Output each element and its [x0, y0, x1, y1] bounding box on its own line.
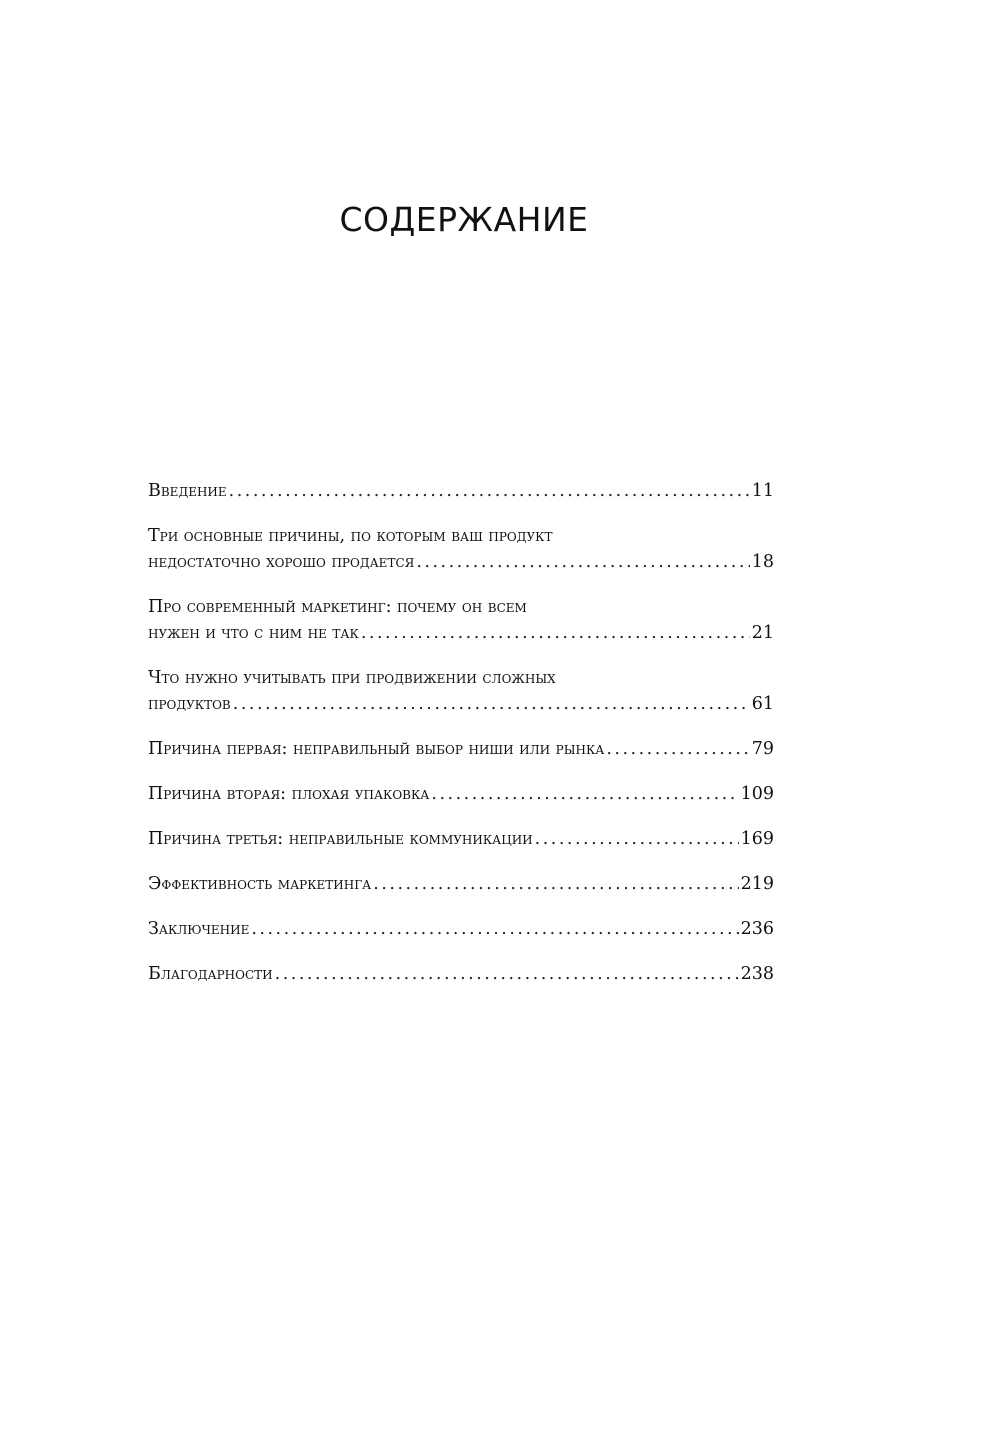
- toc-entry-three-reasons[interactable]: [148, 523, 774, 575]
- toc-entry-title: Заключение: [148, 919, 250, 939]
- toc-page-number: 236: [740, 919, 774, 939]
- toc-row: [148, 961, 774, 987]
- toc-entry-title: Причина первая: неправильный выбор ниши или рынка: [148, 739, 605, 759]
- toc-entry-modern-marketing[interactable]: [148, 594, 774, 646]
- toc-entry-reason-one[interactable]: [148, 736, 774, 762]
- toc-page-number: 109: [740, 784, 774, 804]
- toc-entry-introduction[interactable]: [148, 478, 774, 504]
- toc-row: [148, 620, 774, 646]
- toc-entry-reason-two[interactable]: [148, 781, 774, 807]
- toc-entry-title-line: недостаточно хорошо продается: [148, 552, 415, 572]
- toc-entry-title: Введение: [148, 481, 227, 501]
- toc-entry-complex-products[interactable]: [148, 665, 774, 717]
- toc-row: [148, 871, 774, 897]
- toc-entry-conclusion[interactable]: [148, 916, 774, 942]
- leader-dots: [361, 620, 750, 646]
- leader-dots: [373, 871, 738, 897]
- toc-page-number: 169: [740, 829, 774, 849]
- toc-row: [148, 549, 774, 575]
- toc-entry-acknowledgements[interactable]: [148, 961, 774, 987]
- leader-dots: [233, 691, 750, 717]
- toc-page-number: 79: [751, 739, 774, 759]
- toc-entry-title-line: продуктов: [148, 694, 231, 714]
- toc-entry-title: Благодарности: [148, 964, 273, 984]
- toc-page-number: 21: [751, 623, 774, 643]
- leader-dots: [416, 549, 749, 575]
- leader-dots: [229, 478, 750, 504]
- toc-row: [148, 691, 774, 717]
- leader-dots: [606, 736, 749, 762]
- toc-entry-title-line: Про современный маркетинг: почему он всем: [148, 597, 527, 617]
- leader-dots: [431, 781, 738, 807]
- toc-entry-reason-three[interactable]: [148, 826, 774, 852]
- toc-entry-marketing-efficiency[interactable]: [148, 871, 774, 897]
- toc-entry-title-line: Что нужно учитывать при продвижении сложных: [148, 668, 556, 688]
- toc-page-number: 219: [740, 874, 774, 894]
- table-of-contents: [148, 478, 774, 1006]
- leader-dots: [251, 916, 738, 942]
- page-title: СОДЕРЖАНИЕ: [339, 200, 589, 239]
- toc-page-number: 238: [740, 964, 774, 984]
- toc-page-number: 61: [751, 694, 774, 714]
- toc-entry-title: Эффективность маркетинга: [148, 874, 372, 894]
- toc-entry-title-line: нужен и что с ним не так: [148, 623, 359, 643]
- toc-entry-title: Причина третья: неправильные коммуникации: [148, 829, 533, 849]
- toc-page-number: 11: [751, 481, 774, 501]
- leader-dots: [535, 826, 739, 852]
- toc-row: [148, 736, 774, 762]
- toc-row: [148, 478, 774, 504]
- toc-row: [148, 826, 774, 852]
- toc-row: [148, 781, 774, 807]
- toc-entry-title: Причина вторая: плохая упаковка: [148, 784, 430, 804]
- leader-dots: [275, 961, 739, 987]
- toc-entry-title-line: Три основные причины, по которым ваш продукт: [148, 526, 553, 546]
- toc-page-number: 18: [751, 552, 774, 572]
- toc-row: [148, 916, 774, 942]
